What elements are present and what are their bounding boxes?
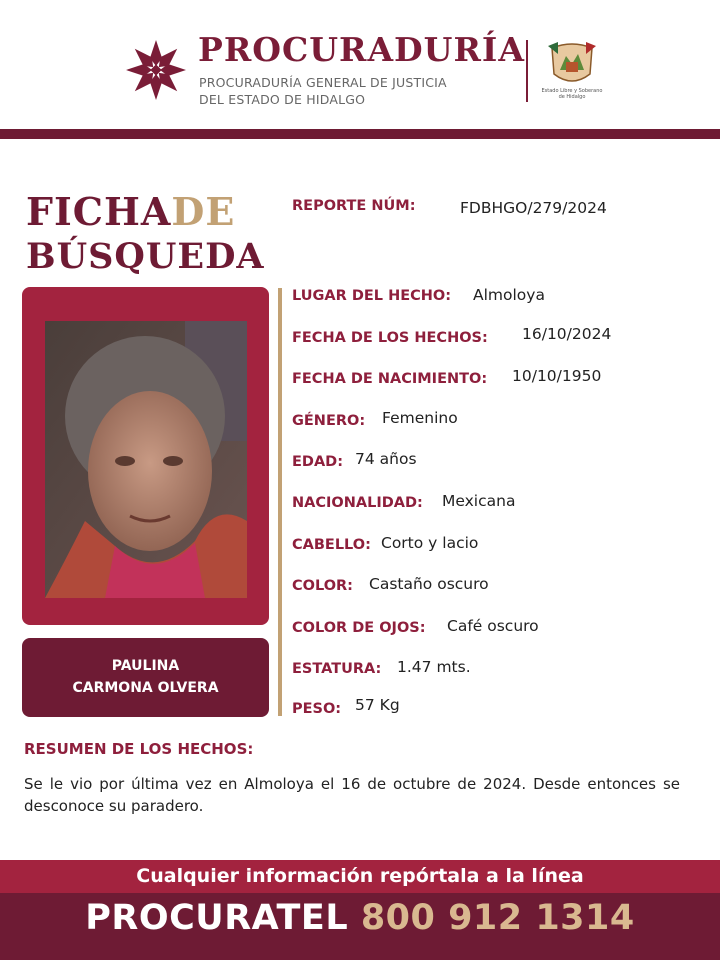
report-number-label: REPORTE NÚM: [292, 198, 416, 214]
field-label-fecha-nacimiento: FECHA DE NACIMIENTO: [292, 371, 488, 387]
header-divider [526, 40, 528, 102]
brand-subtitle-line1: PROCURADURÍA GENERAL DE JUSTICIA [199, 75, 447, 90]
report-number-value: FDBHGO/279/2024 [460, 199, 607, 217]
page-title-line2: BÚSQUEDA [26, 236, 265, 277]
field-value-cabello: Corto y lacio [381, 534, 479, 552]
field-value-fecha-nacimiento: 10/10/1950 [512, 367, 602, 385]
field-label-color-ojos: COLOR DE OJOS: [292, 620, 426, 636]
top-bar [0, 129, 720, 139]
person-name-box [22, 638, 269, 717]
coat-of-arms-icon [546, 40, 598, 88]
field-label-edad: EDAD: [292, 454, 343, 470]
field-label-color: COLOR: [292, 578, 353, 594]
field-value-fecha-hechos: 16/10/2024 [522, 325, 612, 343]
coat-caption: Estado Libre y Soberano de Hidalgo [541, 88, 603, 100]
field-value-nacionalidad: Mexicana [442, 492, 516, 510]
field-value-edad: 74 años [355, 450, 417, 468]
page-title [26, 190, 235, 234]
field-value-lugar: Almoloya [473, 286, 545, 304]
field-value-peso: 57 Kg [355, 696, 400, 714]
summary-text: Se le vio por última vez en Almoloya el 16 de octubre de 2024. Desde entonces se desconoce su paradero. [24, 775, 680, 815]
title-part2: DE [171, 189, 236, 234]
footer-report-line: Cualquier información repórtala a la línea [136, 865, 584, 887]
field-label-estatura: ESTATURA: [292, 661, 382, 677]
summary-label: RESUMEN DE LOS HECHOS: [24, 740, 254, 758]
field-label-fecha-hechos: FECHA DE LOS HECHOS: [292, 330, 488, 346]
field-value-genero: Femenino [382, 409, 458, 427]
title-part1: FICHA [26, 189, 172, 234]
field-label-nacionalidad: NACIONALIDAD: [292, 495, 423, 511]
field-value-estatura: 1.47 mts. [397, 658, 471, 676]
phone-brand: PROCURATEL [85, 898, 349, 938]
person-last-name: CARMONA OLVERA [72, 680, 219, 696]
footer-phone [0, 898, 720, 938]
field-label-lugar: LUGAR DEL HECHO: [292, 288, 452, 304]
brand-subtitle-line2: DEL ESTADO DE HIDALGO [199, 92, 366, 107]
field-value-color-ojos: Café oscuro [447, 617, 539, 635]
field-value-color: Castaño oscuro [369, 575, 489, 593]
field-label-cabello: CABELLO: [292, 537, 371, 553]
brand-title: PROCURADURÍA [198, 30, 525, 69]
star-flower-icon [124, 38, 188, 102]
field-label-genero: GÉNERO: [292, 413, 366, 429]
phone-number: 800 912 1314 [360, 898, 635, 938]
person-photo [45, 321, 247, 598]
field-label-peso: PESO: [292, 701, 342, 717]
person-first-name: PAULINA [111, 658, 180, 674]
field-divider [278, 288, 282, 716]
